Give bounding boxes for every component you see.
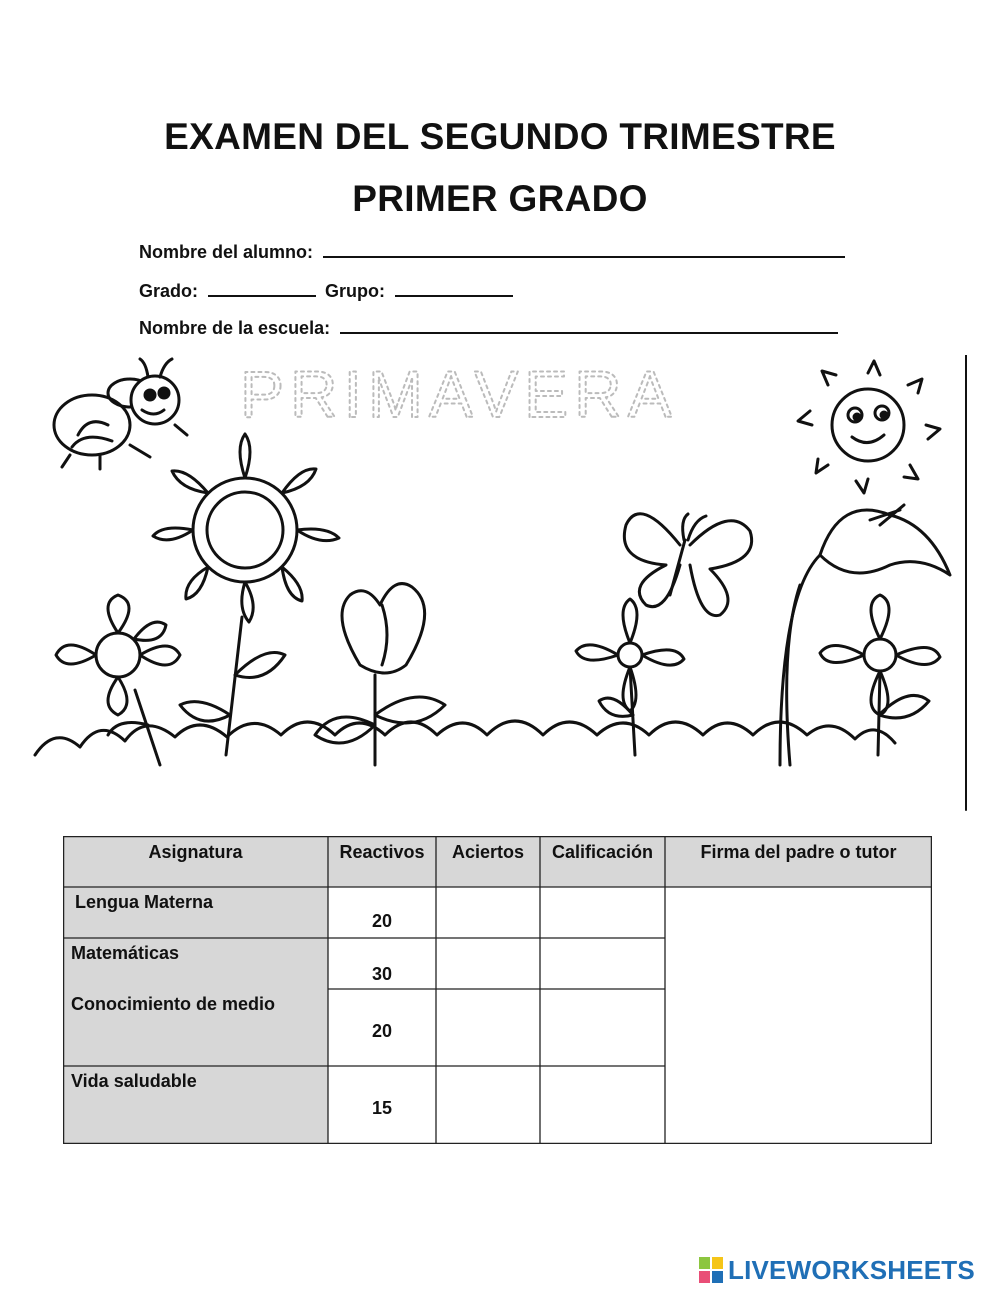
butterfly-drawing — [624, 514, 751, 616]
subject-row-4: Vida saludable — [63, 1066, 328, 1144]
school-name-field[interactable] — [340, 316, 838, 334]
subject-row-2: Matemáticas — [63, 938, 328, 989]
student-name-label: Nombre del alumno: — [139, 242, 314, 262]
student-name-field[interactable] — [323, 240, 845, 258]
header-correct: Aciertos — [436, 836, 540, 887]
traced-word-primavera: PRIMAVERA — [240, 357, 678, 431]
header-subject: Asignatura — [63, 836, 328, 887]
items-row-4: 15 — [371, 1098, 393, 1118]
grade-label: Grado: — [139, 281, 199, 301]
grade-title: PRIMER GRADO — [352, 178, 648, 219]
tulip-drawing — [315, 584, 445, 765]
grades-table — [63, 836, 932, 1144]
table-borders — [63, 836, 932, 1144]
items-row-1: 20 — [371, 911, 393, 931]
left-flower-drawing — [56, 595, 180, 765]
sun-drawing — [798, 361, 940, 493]
student-name-row — [139, 240, 845, 263]
subject-row-1: Lengua Materna — [63, 887, 328, 938]
items-row-3: 20 — [371, 1021, 393, 1041]
items-row-2: 30 — [371, 964, 393, 984]
exam-title: EXAMEN DEL SEGUNDO TRIMESTRE — [164, 116, 836, 157]
school-name-row — [139, 316, 838, 339]
header-grade: Calificación — [540, 836, 665, 887]
grade-group-row — [139, 279, 513, 302]
header-items: Reactivos — [328, 836, 436, 887]
header-signature: Firma del padre o tutor — [665, 836, 932, 887]
sunflower-drawing — [153, 434, 339, 755]
bee-drawing — [54, 359, 187, 469]
liveworksheets-blocks-icon — [698, 1256, 724, 1284]
spring-coloring-illustration — [30, 355, 970, 815]
subject-row-3: Conocimiento de medio — [63, 989, 328, 1066]
liveworksheets-logo — [698, 1255, 975, 1285]
lily-drawing — [780, 505, 950, 765]
liveworksheets-wordmark: LIVEWORKSHEETS — [728, 1254, 975, 1285]
bushes-outline — [35, 721, 895, 755]
school-name-label: Nombre de la escuela: — [139, 318, 331, 338]
group-label: Grupo: — [325, 281, 386, 301]
grade-field[interactable] — [208, 279, 316, 297]
group-field[interactable] — [395, 279, 513, 297]
